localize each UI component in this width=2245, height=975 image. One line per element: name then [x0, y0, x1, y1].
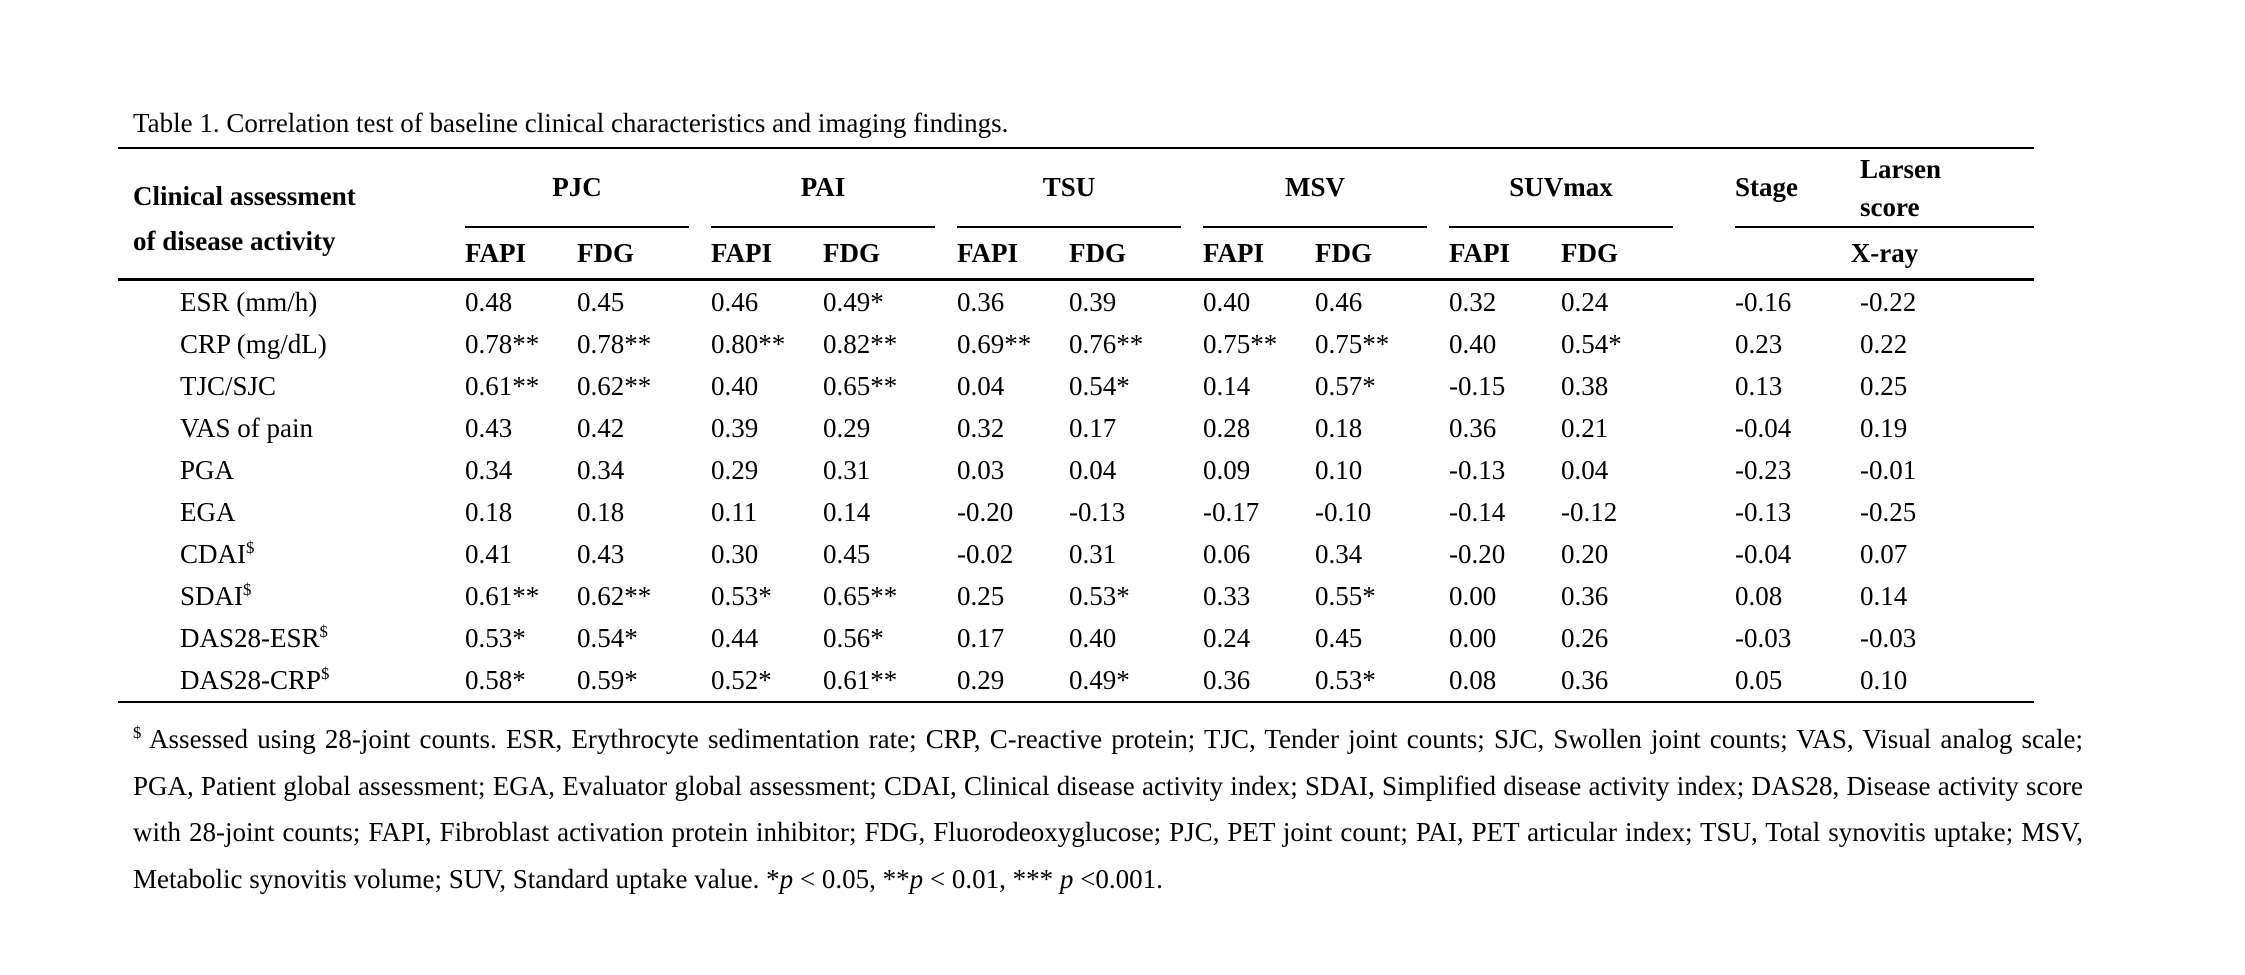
footnote-text: p: [1059, 863, 1074, 894]
value-cell: 0.61**: [465, 580, 540, 611]
spacer: [689, 280, 711, 324]
table-title: Table 1. Correlation test of baseline clinical characteristics and imaging findings.: [133, 108, 1009, 138]
row-label: DAS28-CRP$: [118, 659, 465, 702]
table-row: [118, 449, 2034, 491]
table-row: [118, 533, 2034, 575]
value-cell: 0.33: [1203, 580, 1251, 611]
spacer: [1181, 575, 1203, 617]
value-cell: 0.40: [711, 370, 759, 401]
value-cell: 0.34: [1315, 538, 1363, 569]
value-cell: 0.59*: [577, 659, 689, 702]
table-row: [118, 365, 2034, 407]
value-cell: 0.78**: [577, 328, 652, 359]
value-cell: 0.46: [711, 286, 759, 317]
spacer: [689, 323, 711, 365]
larsen-line1: Larsen: [1860, 153, 1942, 184]
value-cell: 0.14: [1203, 370, 1251, 401]
spacer: [935, 533, 957, 575]
value-cell: 0.10: [1315, 454, 1363, 485]
footnote-text: < 0.01, ***: [923, 863, 1060, 894]
spacer: [1673, 575, 1735, 617]
spacer: [1427, 533, 1449, 575]
value-cell: 0.34: [577, 454, 625, 485]
row-label: CRP (mg/dL): [180, 328, 327, 359]
value-cell: 0.36: [957, 286, 1005, 317]
clinical-assessment-line2: of disease activity: [133, 225, 336, 256]
footnote-text: <0.001.: [1073, 863, 1163, 894]
value-cell: 0.00: [1449, 580, 1497, 611]
row-label-superscript: $: [246, 537, 255, 557]
value-cell: 0.48: [465, 286, 513, 317]
subcol-tsu-fapi: FAPI: [957, 227, 1069, 280]
row-label: ESR (mm/h): [180, 286, 318, 317]
spacer: [1673, 449, 1735, 491]
value-cell: 0.45: [577, 286, 625, 317]
spacer: [1181, 323, 1203, 365]
value-cell: 0.45: [823, 538, 871, 569]
value-cell: -0.10: [1315, 496, 1372, 527]
spacer: [1181, 491, 1203, 533]
value-cell: 0.80**: [711, 328, 786, 359]
value-cell: 0.69**: [957, 328, 1032, 359]
value-cell: -0.02: [957, 538, 1014, 569]
table-row: [118, 491, 2034, 533]
row-label: TJC/SJC: [180, 370, 277, 401]
spacer: [935, 148, 957, 227]
subcol-msv-fapi: FAPI: [1203, 227, 1315, 280]
spacer: [935, 659, 957, 702]
value-cell: 0.53*: [1069, 580, 1130, 611]
spacer: [1673, 659, 1735, 702]
value-cell: -0.04: [1735, 538, 1792, 569]
value-cell: 0.20: [1561, 538, 1609, 569]
value-cell: 0.75**: [1315, 328, 1390, 359]
value-cell: 0.43: [577, 538, 625, 569]
table-row: [118, 659, 2034, 702]
table-row: [118, 617, 2034, 659]
col-header-larsen-score: [1860, 148, 2034, 227]
value-cell: -0.13: [1449, 454, 1506, 485]
subcol-msv-fdg: FDG: [1315, 227, 1427, 280]
spacer: [1427, 659, 1449, 702]
spacer: [935, 617, 957, 659]
value-cell: 0.41: [465, 538, 513, 569]
subcol-pjc-fdg: FDG: [577, 227, 689, 280]
spacer: [1673, 617, 1735, 659]
value-cell: 0.08: [1449, 659, 1561, 702]
spacer: [689, 407, 711, 449]
value-cell: -0.04: [1735, 412, 1792, 443]
value-cell: 0.23: [1735, 328, 1783, 359]
value-cell: 0.25: [1860, 370, 1908, 401]
value-cell: -0.23: [1735, 454, 1792, 485]
spacer: [1427, 148, 1449, 227]
larsen-line2: score: [1860, 191, 1920, 222]
value-cell: -0.14: [1449, 496, 1506, 527]
value-cell: 0.29: [957, 659, 1069, 702]
spacer: [1181, 148, 1203, 227]
value-cell: 0.53*: [465, 622, 526, 653]
value-cell: 0.03: [957, 454, 1005, 485]
value-cell: 0.05: [1735, 659, 1860, 702]
spacer: [1673, 227, 1735, 280]
page: [118, 106, 2118, 902]
value-cell: 0.40: [1449, 328, 1497, 359]
value-cell: 0.32: [1449, 286, 1497, 317]
value-cell: 0.00: [1449, 622, 1497, 653]
footnote-text: p: [909, 863, 924, 894]
spacer: [1427, 227, 1449, 280]
spacer: [1181, 280, 1203, 324]
value-cell: 0.17: [957, 622, 1005, 653]
value-cell: 0.43: [465, 412, 513, 443]
value-cell: 0.39: [711, 412, 759, 443]
value-cell: 0.58*: [465, 659, 577, 702]
value-cell: 0.40: [1069, 622, 1117, 653]
spacer: [1427, 280, 1449, 324]
spacer: [935, 365, 957, 407]
value-cell: 0.13: [1735, 370, 1783, 401]
value-cell: 0.06: [1203, 538, 1251, 569]
value-cell: 0.08: [1735, 580, 1783, 611]
col-header-clinical-assessment: [118, 148, 465, 280]
spacer: [1427, 575, 1449, 617]
row-label: PGA: [180, 454, 235, 485]
value-cell: 0.25: [957, 580, 1005, 611]
spacer: [689, 227, 711, 280]
spacer: [1181, 659, 1203, 702]
value-cell: 0.49*: [823, 286, 884, 317]
spacer: [689, 449, 711, 491]
value-cell: 0.24: [1203, 622, 1251, 653]
value-cell: -0.03: [1860, 622, 1917, 653]
row-label: EGA: [180, 496, 236, 527]
value-cell: -0.13: [1069, 496, 1126, 527]
spacer: [935, 449, 957, 491]
value-cell: 0.61**: [465, 370, 540, 401]
subcol-suvmax-fdg: FDG: [1561, 227, 1673, 280]
spacer: [689, 617, 711, 659]
value-cell: 0.29: [823, 412, 871, 443]
table-row: [118, 280, 2034, 324]
value-cell: 0.53*: [1315, 659, 1427, 702]
value-cell: 0.14: [1860, 580, 1908, 611]
spacer: [1427, 323, 1449, 365]
footnote: [133, 716, 2083, 902]
value-cell: 0.38: [1561, 370, 1609, 401]
spacer: [935, 407, 957, 449]
value-cell: -0.16: [1735, 286, 1792, 317]
row-label: CDAI$: [180, 537, 255, 569]
value-cell: 0.34: [465, 454, 513, 485]
value-cell: 0.65**: [823, 370, 898, 401]
row-label-superscript: $: [321, 663, 330, 683]
row-label: DAS28-ESR$: [180, 621, 328, 653]
value-cell: 0.54*: [577, 622, 638, 653]
value-cell: 0.09: [1203, 454, 1251, 485]
spacer: [1673, 280, 1735, 324]
table-row: [118, 575, 2034, 617]
value-cell: -0.20: [1449, 538, 1506, 569]
spacer: [1181, 407, 1203, 449]
value-cell: 0.82**: [823, 328, 898, 359]
value-cell: 0.36: [1203, 659, 1315, 702]
row-label: VAS of pain: [180, 412, 314, 443]
spacer: [1181, 533, 1203, 575]
subcol-tsu-fdg: FDG: [1069, 227, 1181, 280]
footnote-text: p: [779, 863, 794, 894]
table-header: [118, 148, 2034, 280]
value-cell: 0.55*: [1315, 580, 1376, 611]
table-body: [118, 280, 2034, 703]
col-group-pjc: PJC: [465, 148, 689, 227]
spacer: [1427, 449, 1449, 491]
value-cell: 0.76**: [1069, 328, 1144, 359]
spacer: [689, 575, 711, 617]
value-cell: 0.19: [1860, 412, 1908, 443]
spacer: [1427, 491, 1449, 533]
footnote-text: Assessed using 28-joint counts. ESR, Erythrocyte sedimentation rate; CRP, C-reactive protein; TJC, Tender joint counts; SJC, Swollen joint counts; VAS, Visual analog scale; PGA, Patient global assessment; EGA, Evaluator global assessment; CDAI, Clinical disease activity index; SDAI, Simplified disease activity index; DAS28, Disease activity score with 28-joint counts; FAPI, Fibroblast activation protein inhibitor; FDG, Fluorodeoxyglucose; PJC, PET joint count; PAI, PET articular index; TSU, Total synovitis uptake; MSV, Metabolic synovitis volume; SUV, Standard uptake value. *: [133, 724, 2083, 894]
value-cell: 0.54*: [1561, 328, 1622, 359]
table-row: [118, 407, 2034, 449]
spacer: [1181, 449, 1203, 491]
subcol-pai-fapi: FAPI: [711, 227, 823, 280]
col-group-pai: PAI: [711, 148, 935, 227]
value-cell: 0.54*: [1069, 370, 1130, 401]
value-cell: 0.44: [711, 622, 759, 653]
row-label: SDAI$: [180, 579, 252, 611]
value-cell: 0.04: [1069, 454, 1117, 485]
value-cell: 0.65**: [823, 580, 898, 611]
value-cell: 0.57*: [1315, 370, 1376, 401]
subcol-pjc-fapi: FAPI: [465, 227, 577, 280]
value-cell: -0.25: [1860, 496, 1917, 527]
value-cell: -0.13: [1735, 496, 1792, 527]
spacer: [689, 659, 711, 702]
value-cell: 0.17: [1069, 412, 1117, 443]
footnote-text: < 0.05, **: [793, 863, 910, 894]
spacer: [1673, 407, 1735, 449]
subcol-pai-fdg: FDG: [823, 227, 935, 280]
value-cell: 0.53*: [711, 580, 772, 611]
value-cell: 0.10: [1860, 659, 2034, 702]
row-label-superscript: $: [319, 621, 328, 641]
correlation-table: [118, 147, 2034, 703]
value-cell: -0.12: [1561, 496, 1618, 527]
spacer: [1427, 617, 1449, 659]
value-cell: 0.18: [1315, 412, 1363, 443]
spacer: [1181, 617, 1203, 659]
value-cell: 0.28: [1203, 412, 1251, 443]
clinical-assessment-line1: Clinical assessment: [133, 180, 356, 211]
spacer: [689, 491, 711, 533]
subcol-suvmax-fapi: FAPI: [1449, 227, 1561, 280]
value-cell: 0.04: [1561, 454, 1609, 485]
value-cell: 0.07: [1860, 538, 1908, 569]
row-label-superscript: $: [243, 579, 252, 599]
value-cell: 0.75**: [1203, 328, 1278, 359]
spacer: [689, 148, 711, 227]
spacer: [935, 323, 957, 365]
spacer: [935, 280, 957, 324]
value-cell: 0.56*: [823, 622, 884, 653]
spacer: [935, 227, 957, 280]
value-cell: 0.40: [1203, 286, 1251, 317]
value-cell: -0.15: [1449, 370, 1506, 401]
value-cell: 0.18: [577, 496, 625, 527]
value-cell: 0.29: [711, 454, 759, 485]
spacer: [1673, 148, 1735, 227]
value-cell: 0.78**: [465, 328, 540, 359]
col-group-suvmax: SUVmax: [1449, 148, 1673, 227]
value-cell: 0.61**: [823, 659, 935, 702]
value-cell: 0.36: [1561, 659, 1673, 702]
footnote-marker: $: [133, 723, 142, 742]
col-group-msv: MSV: [1203, 148, 1427, 227]
value-cell: -0.22: [1860, 286, 1917, 317]
value-cell: 0.26: [1561, 622, 1609, 653]
spacer: [935, 575, 957, 617]
value-cell: 0.62**: [577, 580, 652, 611]
value-cell: 0.39: [1069, 286, 1117, 317]
value-cell: 0.36: [1561, 580, 1609, 611]
value-cell: 0.14: [823, 496, 871, 527]
value-cell: 0.31: [1069, 538, 1117, 569]
value-cell: -0.01: [1860, 454, 1917, 485]
value-cell: 0.30: [711, 538, 759, 569]
value-cell: 0.04: [957, 370, 1005, 401]
spacer: [1427, 365, 1449, 407]
value-cell: 0.32: [957, 412, 1005, 443]
value-cell: 0.49*: [1069, 659, 1181, 702]
spacer: [1673, 533, 1735, 575]
value-cell: 0.31: [823, 454, 871, 485]
value-cell: 0.36: [1449, 412, 1497, 443]
value-cell: 0.22: [1860, 328, 1908, 359]
table-row: [118, 323, 2034, 365]
value-cell: 0.42: [577, 412, 625, 443]
value-cell: -0.03: [1735, 622, 1792, 653]
spacer: [935, 491, 957, 533]
value-cell: 0.24: [1561, 286, 1609, 317]
subcol-xray: X-ray: [1735, 227, 2034, 280]
value-cell: 0.21: [1561, 412, 1609, 443]
value-cell: 0.11: [711, 496, 758, 527]
value-cell: -0.17: [1203, 496, 1260, 527]
spacer: [1181, 365, 1203, 407]
value-cell: 0.62**: [577, 370, 652, 401]
header-group-row: [118, 148, 2034, 227]
spacer: [1673, 365, 1735, 407]
spacer: [1427, 407, 1449, 449]
spacer: [689, 533, 711, 575]
value-cell: 0.45: [1315, 622, 1363, 653]
spacer: [689, 365, 711, 407]
spacer: [1673, 323, 1735, 365]
value-cell: -0.20: [957, 496, 1014, 527]
spacer: [1181, 227, 1203, 280]
value-cell: 0.52*: [711, 659, 823, 702]
spacer: [1673, 491, 1735, 533]
col-group-tsu: TSU: [957, 148, 1181, 227]
value-cell: 0.18: [465, 496, 513, 527]
value-cell: 0.46: [1315, 286, 1363, 317]
col-header-stage: Stage: [1735, 148, 1860, 227]
